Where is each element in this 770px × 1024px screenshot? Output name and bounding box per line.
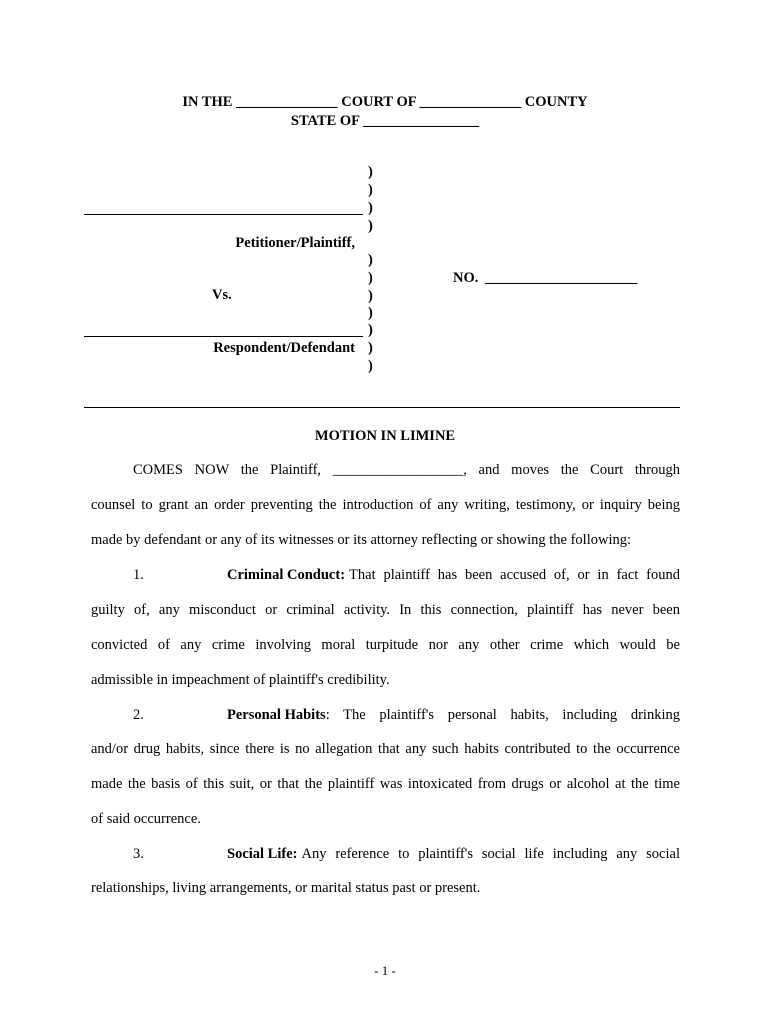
caption-paren: ) (368, 200, 373, 216)
page-number: - 1 - (374, 963, 396, 978)
item-number: 1. (133, 567, 144, 583)
item-line: relationships, living arrangements, or marital status past or present. (91, 880, 481, 896)
caption-divider (84, 407, 680, 408)
intro-line: counsel to grant an order preventing the introduction of any writing, testimony, or inquiry being (91, 497, 680, 513)
intro-line: COMES NOW the Plaintiff, __________________, and moves the Court through (133, 462, 680, 478)
caption-paren: ) (368, 182, 373, 198)
respondent-label: Respondent/Defendant (213, 340, 355, 356)
item-heading: Personal Habits (227, 707, 326, 723)
item-first-line (227, 567, 680, 584)
caption-paren: ) (368, 358, 373, 374)
item-number: 3. (133, 846, 144, 862)
petitioner-label: Petitioner/Plaintiff, (235, 235, 355, 251)
case-number-label: NO. (453, 270, 479, 286)
item-first-text: Any reference to plaintiff's social life including any social (301, 846, 680, 862)
state-header: STATE OF ________________ (290, 113, 480, 129)
item-line: admissible in impeachment of plaintiff's credibility. (91, 672, 390, 688)
caption-paren: ) (368, 305, 373, 321)
court-header: IN THE ______________ COURT OF ______________ COUNTY (182, 94, 588, 110)
item-line: of said occurrence. (91, 811, 201, 827)
plaintiff-name-line (84, 214, 363, 215)
caption-paren: ) (368, 252, 373, 268)
item-line: made the basis of this suit, or that the plaintiff was intoxicated from drugs or alcohol at the time (91, 776, 680, 792)
caption-paren: ) (368, 322, 373, 338)
item-line: and/or drug habits, since there is no allegation that any such habits contributed to the occurrence (91, 741, 680, 757)
motion-title: MOTION IN LIMINE (314, 428, 456, 444)
caption-paren: ) (368, 340, 373, 356)
item-first-line (227, 846, 680, 863)
item-number: 2. (133, 707, 144, 723)
item-first-text: That plaintiff has been accused of, or in fact found (349, 567, 680, 583)
caption-paren: ) (368, 288, 373, 304)
versus-label: Vs. (212, 287, 232, 303)
item-heading: Criminal Conduct: (227, 567, 346, 583)
caption-paren: ) (368, 164, 373, 180)
intro-line: made by defendant or any of its witnesses or its attorney reflecting or showing the following: (91, 532, 631, 548)
item-line: convicted of any crime involving moral turpitude nor any other crime which would be (91, 637, 680, 653)
caption-paren: ) (368, 218, 373, 234)
defendant-name-line (84, 336, 363, 337)
item-first-text: : The plaintiff's personal habits, including drinking (325, 707, 680, 723)
item-heading: Social Life: (227, 846, 298, 862)
item-line: guilty of, any misconduct or criminal activity. In this connection, plaintiff has never been (91, 602, 680, 618)
caption-paren: ) (368, 270, 373, 286)
item-first-line (227, 707, 680, 724)
case-number-blank: _____________________ (485, 270, 638, 286)
